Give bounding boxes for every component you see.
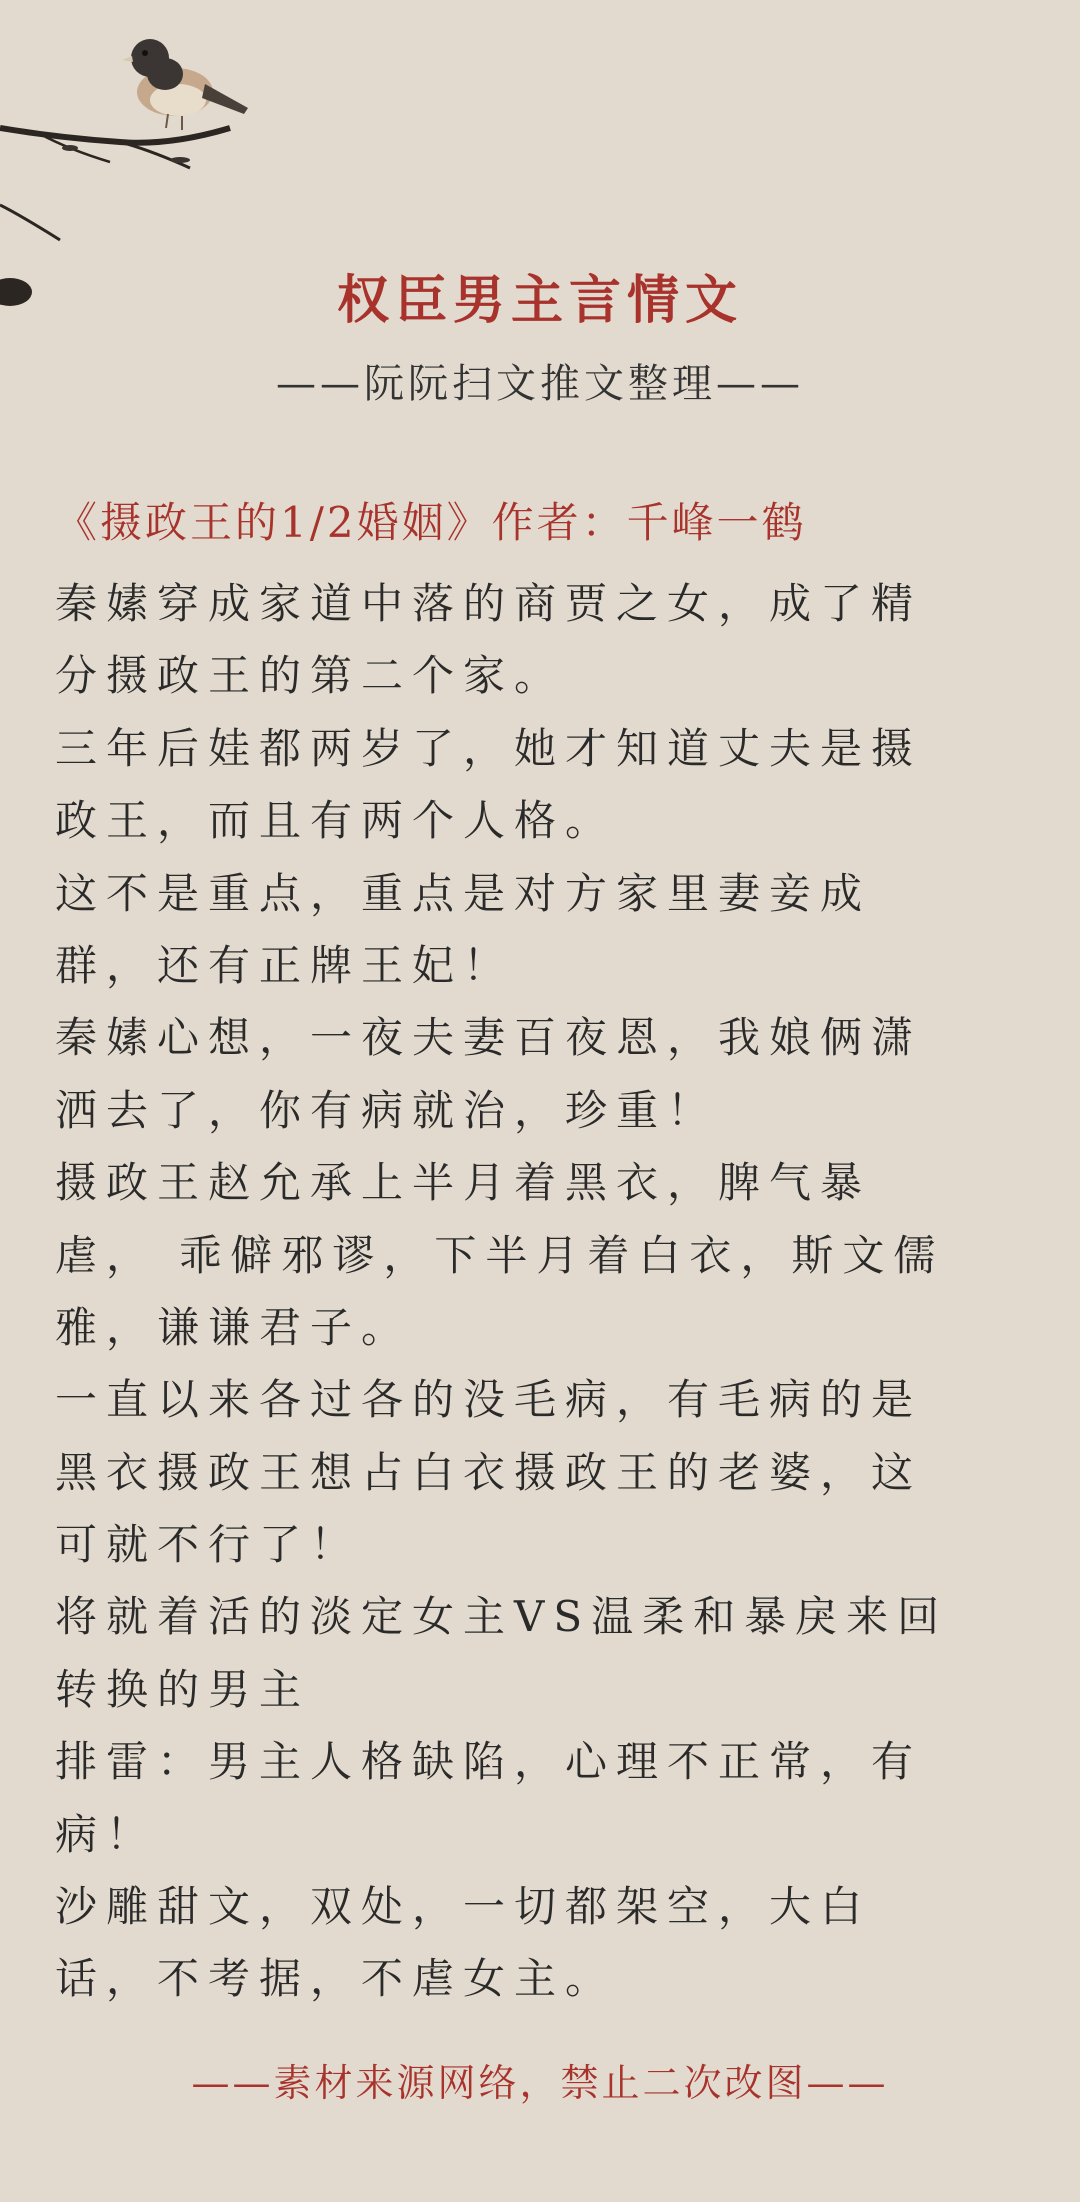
synopsis-line: 沙雕甜文，双处，一切都架空，大白 bbox=[55, 1882, 872, 1932]
book-title-line: 《摄政王的1/2婚姻》作者：千峰一鹤 bbox=[55, 498, 807, 547]
source-notice-footer: ——素材来源网络，禁止二次改图—— bbox=[191, 2061, 889, 2105]
synopsis-line: 群，还有正牌王妃！ bbox=[55, 940, 515, 990]
synopsis-line: 话，不考据，不虐女主。 bbox=[55, 1954, 617, 2004]
synopsis-line: 秦嫊穿成家道中落的商贾之女，成了精 bbox=[55, 579, 923, 628]
synopsis-line: 将就着活的淡定女主VS温柔和暴戾来回 bbox=[55, 1592, 949, 1642]
synopsis-line: 一直以来各过各的没毛病，有毛病的是 bbox=[55, 1375, 923, 1425]
synopsis-line: 分摄政王的第二个家。 bbox=[55, 651, 566, 701]
synopsis-text bbox=[55, 568, 1055, 2016]
synopsis-line: 三年后娃都两岁了，她才知道丈夫是摄 bbox=[55, 723, 923, 773]
synopsis-line: 摄政王赵允承上半月着黑衣，脾气暴 bbox=[55, 1158, 872, 1208]
page-subtitle: ——阮阮扫文推文整理—— bbox=[276, 361, 804, 407]
synopsis-line: 黑衣摄政王想占白衣摄政王的老婆，这 bbox=[55, 1447, 923, 1497]
synopsis-line: 可就不行了！ bbox=[55, 1520, 362, 1570]
synopsis-line: 这不是重点，重点是对方家里妻妾成 bbox=[55, 868, 872, 918]
page-title: 权臣男主言情文 bbox=[336, 270, 743, 331]
synopsis-line: 病！ bbox=[55, 1809, 158, 1859]
synopsis-line: 排雷：男主人格缺陷，心理不正常，有 bbox=[55, 1737, 923, 1787]
synopsis-line: 政王，而且有两个人格。 bbox=[55, 796, 617, 846]
synopsis-line: 雅，谦谦君子。 bbox=[55, 1302, 413, 1352]
synopsis-line: 虐， 乖僻邪谬，下半月着白衣，斯文儒 bbox=[55, 1230, 945, 1280]
synopsis-line: 转换的男主 bbox=[55, 1664, 311, 1714]
synopsis-line: 洒去了，你有病就治，珍重！ bbox=[55, 1085, 719, 1135]
synopsis-line: 秦嫊心想，一夜夫妻百夜恩，我娘俩潇 bbox=[55, 1013, 923, 1063]
